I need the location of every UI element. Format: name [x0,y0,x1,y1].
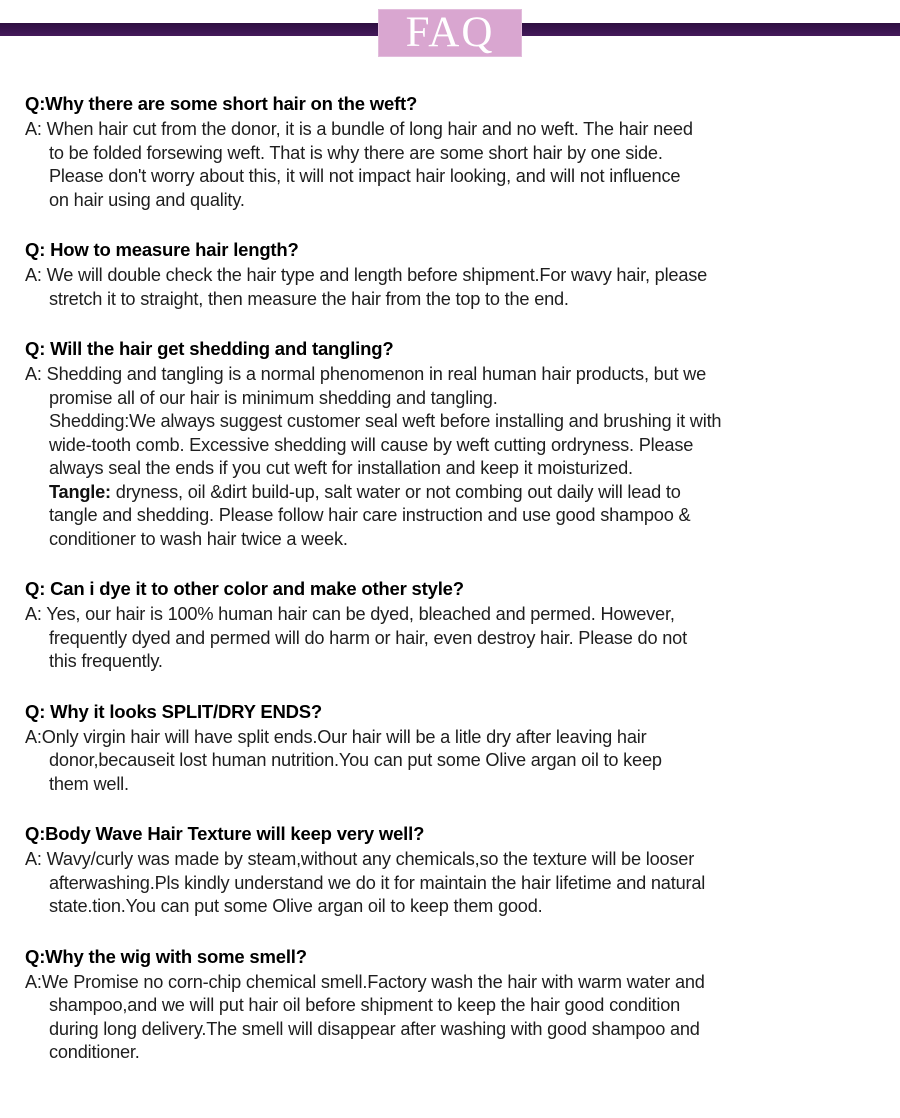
faq-answer [25,726,875,797]
faq-question: Q:Why the wig with some smell? [25,945,307,967]
faq-section [25,700,875,797]
answer-line: Please don't worry about this, it will not impact hair looking, and will not influence [49,166,681,186]
answer-line: A: We will double check the hair type and length before shipment.For wavy hair, please [25,265,708,285]
answer-line: conditioner. [49,1042,140,1062]
faq-section [25,945,875,1065]
answer-line: A: Wavy/curly was made by steam,without any chemicals,so the texture will be looser [25,849,695,869]
answer-line: tangle and shedding. Please follow hair care instruction and use good shampoo & [49,505,691,525]
faq-answer [25,971,875,1065]
answer-line: on hair using and quality. [49,189,245,210]
page-title: FAQ [405,8,495,56]
answer-line: Shedding:We always suggest customer seal weft before installing and brushing it with [49,411,722,431]
faq-question: Q: Will the hair get shedding and tangling? [25,338,394,359]
answer-line: them well. [49,773,129,794]
faq-section [25,577,875,674]
faq-content [0,57,900,1065]
faq-section [25,822,875,919]
answer-line: A: Shedding and tangling is a normal phenomenon in real human hair products, but we [25,364,707,384]
answer-line: Tangle: dryness, oil &dirt build-up, salt water or not combing out daily will lead to [49,481,681,502]
faq-answer [25,264,875,311]
faq-answer [25,118,875,212]
header [0,0,900,57]
faq-question: Q: How to measure hair length? [25,239,299,260]
answer-line: A:We Promise no corn-chip chemical smell.Factory wash the hair with warm water and [25,971,705,992]
answer-line: always seal the ends if you cut weft for installation and keep it moisturized. [49,458,633,478]
answer-line: afterwashing.Pls kindly understand we do it for maintain the hair lifetime and natural [49,872,706,893]
faq-section [25,92,875,212]
answer-line: donor,becauseit lost human nutrition.You can put some Olive argan oil to keep [49,750,662,770]
faq-question: Q:Body Wave Hair Texture will keep very well? [25,823,425,844]
faq-answer [25,603,875,674]
answer-line: promise all of our hair is minimum shedding and tangling. [49,387,498,408]
answer-line: this frequently. [49,651,163,671]
faq-question: Q:Why there are some short hair on the weft? [25,93,418,114]
answer-line: A:Only virgin hair will have split ends.Our hair will be a litle dry after leaving hair [25,726,647,747]
faq-question: Q: Can i dye it to other color and make other style? [25,578,464,599]
answer-line: conditioner to wash hair twice a week. [49,528,348,549]
faq-section [25,337,875,551]
answer-line: A: Yes, our hair is 100% human hair can be dyed, bleached and permed. However, [25,604,675,624]
answer-line: wide-tooth comb. Excessive shedding will cause by weft cutting ordryness. Please [49,434,694,455]
answer-bold-term: Tangle: [49,481,111,502]
answer-line: shampoo,and we will put hair oil before shipment to keep the hair good condition [49,995,681,1015]
answer-line: A: When hair cut from the donor, it is a bundle of long hair and no weft. The hair need [25,119,693,139]
answer-line: to be folded forsewing weft. That is why there are some short hair by one side. [49,142,663,163]
answer-line: state.tion.You can put some Olive argan oil to keep them good. [49,896,543,916]
faq-title-badge [378,9,522,57]
answer-line: frequently dyed and permed will do harm or hair, even destroy hair. Please do not [49,627,687,648]
answer-line: stretch it to straight, then measure the hair from the top to the end. [49,288,569,309]
faq-answer [25,363,875,551]
faq-answer [25,848,875,919]
faq-question: Q: Why it looks SPLIT/DRY ENDS? [25,700,323,722]
answer-line: during long delivery.The smell will disappear after washing with good shampoo and [49,1018,700,1039]
faq-section [25,238,875,311]
